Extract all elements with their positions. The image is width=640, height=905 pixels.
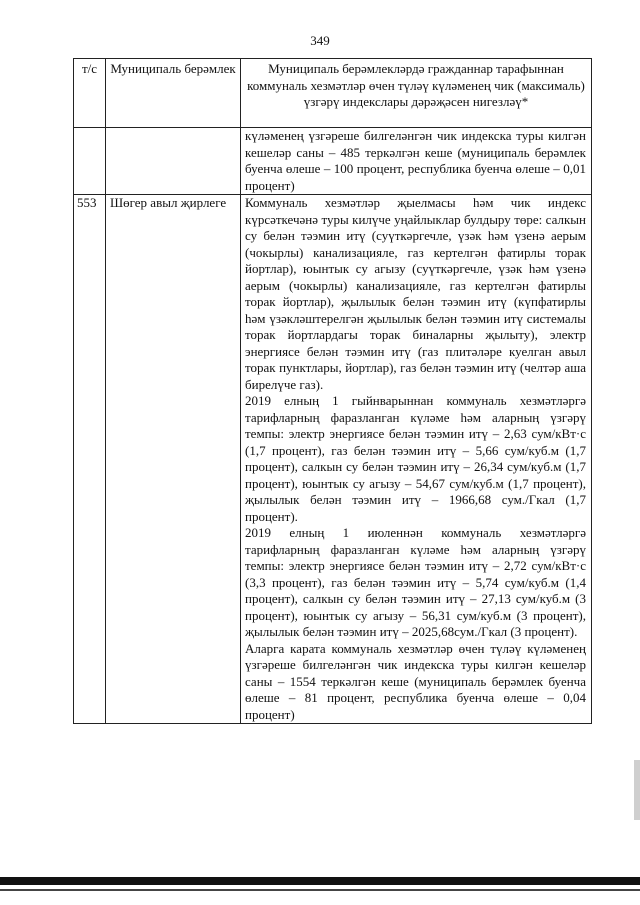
page-number: 349 — [310, 33, 330, 48]
table-row-553 — [74, 195, 592, 724]
row-number — [74, 128, 106, 195]
table-row-continuation — [74, 128, 592, 195]
description-paragraph: 2019 елның 1 июленнән коммуналь хезмәтләргә тарифларның фаразланган күләме һәм аларның үзгәрү темпы: электр энергиясе белән тәэмин итү – 2,72 сум/кВт·с (3,3 процент), газ белән тәэмин итү – 5,74 сум/куб.м (1,4 процент), салкын су белән тәэмин итү – 27,13 сум/куб.м (3 процент), юынтык су агызу – 56,31 сум/куб.м (3 процент), җылылык белән тәэмин итү – 2025,68сум./Гкал (3 процент). — [245, 525, 586, 639]
header-num: т/с — [74, 59, 106, 128]
row-municipality — [106, 128, 241, 195]
row-number: 553 — [74, 195, 106, 724]
municipal-index-table — [73, 58, 592, 724]
row-description — [241, 128, 592, 195]
description-paragraph: күләменең үзгәреше билгеләнгән чик индекска туры килгән кешеләр саны – 485 теркәлгән кеше (муниципаль берәмлек буенча өлеше – 100 процент, республика буенча өлеше – 0,01 процент) — [245, 128, 586, 193]
header-municipality: Муниципаль берәмлек — [106, 59, 241, 128]
description-paragraph: 2019 елның 1 гыйнварыннан коммуналь хезмәтләргә тарифларның фаразланган күләме һәм аларның үзгәрү темпы: электр энергиясе белән тәэмин итү – 2,63 сум/кВт·с (1,7 процент), газ белән тәэмин итү – 5,66 сум/куб.м (1,7 процент), салкын су белән тәэмин итү – 26,34 сум/куб.м (1,7 процент), юынтык су агызу – 54,67 сум/куб.м (1,7 процент), җылылык белән тәэмин итү – 1966,68 сум./Гкал (1,7 процент). — [245, 393, 586, 524]
row-municipality: Шөгер авыл җирлеге — [106, 195, 241, 724]
row-description — [241, 195, 592, 724]
scan-edge-mark — [634, 760, 640, 820]
description-paragraph: Коммуналь хезмәтләр җыелмасы һәм чик индекс күрсәткечәнә туры килүче уңайлыклар булдыру төре: салкын су белән тәэмин итү (суүткәргечле, үзәк һәм үзенә аерым (чокырлы) канализацияле, газ кертелгән фатирлы торак йортлар), юынтык су агызу (суүткәргечле, үзәк һәм үзенә аерым (чокырлы) канализацияле, газ кертелгән фатирлы торак йортлар), җылылык белән тәэмин итү (күпфатирлы һәм үзәкләштерелгән җылылык белән тәэмин итү системалы торак йортлардагы торак биналарны җылыту), электр энергиясе белән тәэмин итү (газ плитәләре куелган авыл торак пунктлары, йортлар), газ белән тәэмин итү (челтәр аша бирелүче газ). — [245, 195, 586, 392]
header-description: Муниципаль берәмлекләрдә гражданнар тарафыннан коммуналь хезмәтләр өчен түләү күләменең чик (максималь) үзгәрү индекслары дәрәҗәсен нигезләү* — [241, 59, 592, 128]
scan-bottom-line — [0, 889, 640, 891]
table-header-row — [74, 59, 592, 128]
description-paragraph: Аларга карата коммуналь хезмәтләр өчен түләү күләменең үзгәреше билгеләнгән чик индекска туры килгән кешеләр саны – 1554 теркәлгән кеше (муниципаль берәмлек буенча өлеше – 81 процент, республика буенча өлеше – 0,04 процент) — [245, 640, 586, 722]
scan-bottom-bar — [0, 877, 640, 885]
